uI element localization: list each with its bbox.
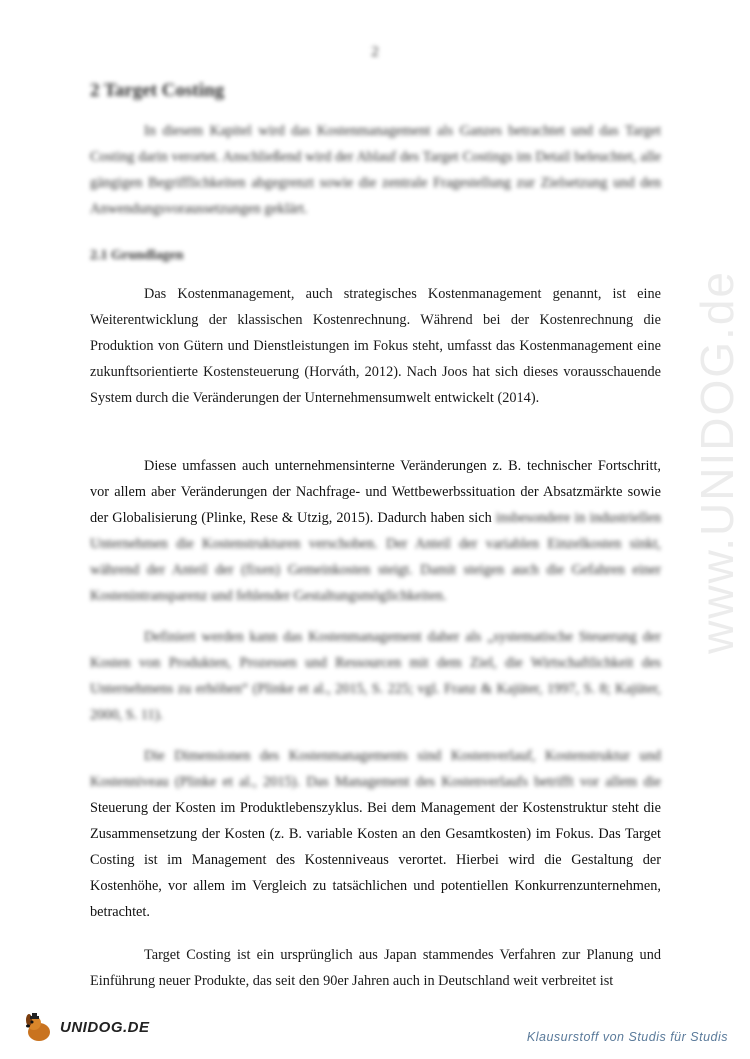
chapter-heading: 2 Target Costing <box>90 80 225 101</box>
paragraph-3: Definiert werden kann das Kostenmanagement daher als „systematische Steuerung der Kosten von Produkten, Prozessen und Ressourcen mit dem Ziel, die Wirtschaftlichkeit des Unternehmens zu erhöhen“ (Plinke et al., 2015, S. 225; vgl. Franz & Kajüter, 1997, S. 8; Kajüter, 2000, S. 11). <box>90 629 661 723</box>
section-heading: 2.1 Grundlagen <box>90 248 184 263</box>
paragraph-2-visible: Diese umfassen auch unternehmensinterne Veränderungen z. B. technischer Fortschritt, vor allem aber Veränderungen der Nachfrage- und Wettbewerbssituation der Absatzmärkte sowie der Globalisierung (Plinke, Rese & Utzig, 2015). Dadurch haben sich <box>90 458 661 526</box>
paragraph-2 <box>90 453 661 609</box>
paragraph-1: Das Kostenmanagement, auch strategisches Kostenmanagement genannt, ist eine Weiterentwicklung der klassischen Kostenrechnung. Während bei der Kostenrechnung die Produktion von Gütern und Dienstleistungen im Fokus steht, umfasst das Kostenmanagement eine zukunftsorientierte Kostensteuerung (Horváth, 2012). Nach Joos hat sich dieses vorausschauende System durch die Veränderungen der Unternehmensumwelt entwickelt (2014). <box>90 286 661 406</box>
dog-icon <box>22 1010 56 1044</box>
watermark: www.UNIDOG.de <box>691 270 743 654</box>
paragraph-5: Target Costing ist ein ursprünglich aus Japan stammendes Verfahren zur Planung und Einführung neuer Produkte, das seit den 90er Jahren auch in Deutschland weit verbreitet ist <box>90 947 661 989</box>
paragraph-2-blurred: insbesondere in industriellen Unternehmen die Kostenstrukturen verschoben. Der Anteil der variablen Einzelkosten sinkt, während der Anteil der (fixen) Gemeinkosten steigt. Damit steigen auch die Gefahren einer Kostenintransparenz und fehlender Gestaltungsmöglichkeiten. <box>90 510 661 604</box>
logo-text: UNIDOG.DE <box>60 1018 150 1036</box>
paragraph-4-blurred: Die Dimensionen des Kostenmanagements sind Kostenverlauf, Kostenstruktur und Kostenniveau (Plinke et al., 2015). Das Management des Kostenverlaufs betrifft vor allem die <box>90 748 661 790</box>
page-number: 2 <box>371 44 379 60</box>
paragraph-4 <box>90 743 661 925</box>
intro-paragraph: In diesem Kapitel wird das Kostenmanagement als Ganzes betrachtet und das Target Costing darin verortet. Anschließend wird der Ablauf des Target Costings im Detail beleuchtet, alle gängigen Begrifflichkeiten abgegrenzt sowie die zentrale Fragestellung zur Zielsetzung und den Anwendungsvoraussetzungen geklärt. <box>90 123 661 217</box>
tagline: Klausurstoff von Studis für Studis <box>526 1030 728 1044</box>
unidog-logo <box>22 1010 150 1044</box>
paragraph-4-visible: Steuerung der Kosten im Produktlebenszyklus. Bei dem Management der Kostenstruktur steht die Zusammensetzung der Kosten (z. B. variable Kosten an den Gesamtkosten) im Fokus. Das Target Costing ist im Management des Kostenniveaus verortet. Hierbei wird die Gestaltung der Kostenhöhe, vor allem im Vergleich zu tatsächlichen und potentiellen Konkurrenzunternehmen, betrachtet. <box>90 800 661 920</box>
